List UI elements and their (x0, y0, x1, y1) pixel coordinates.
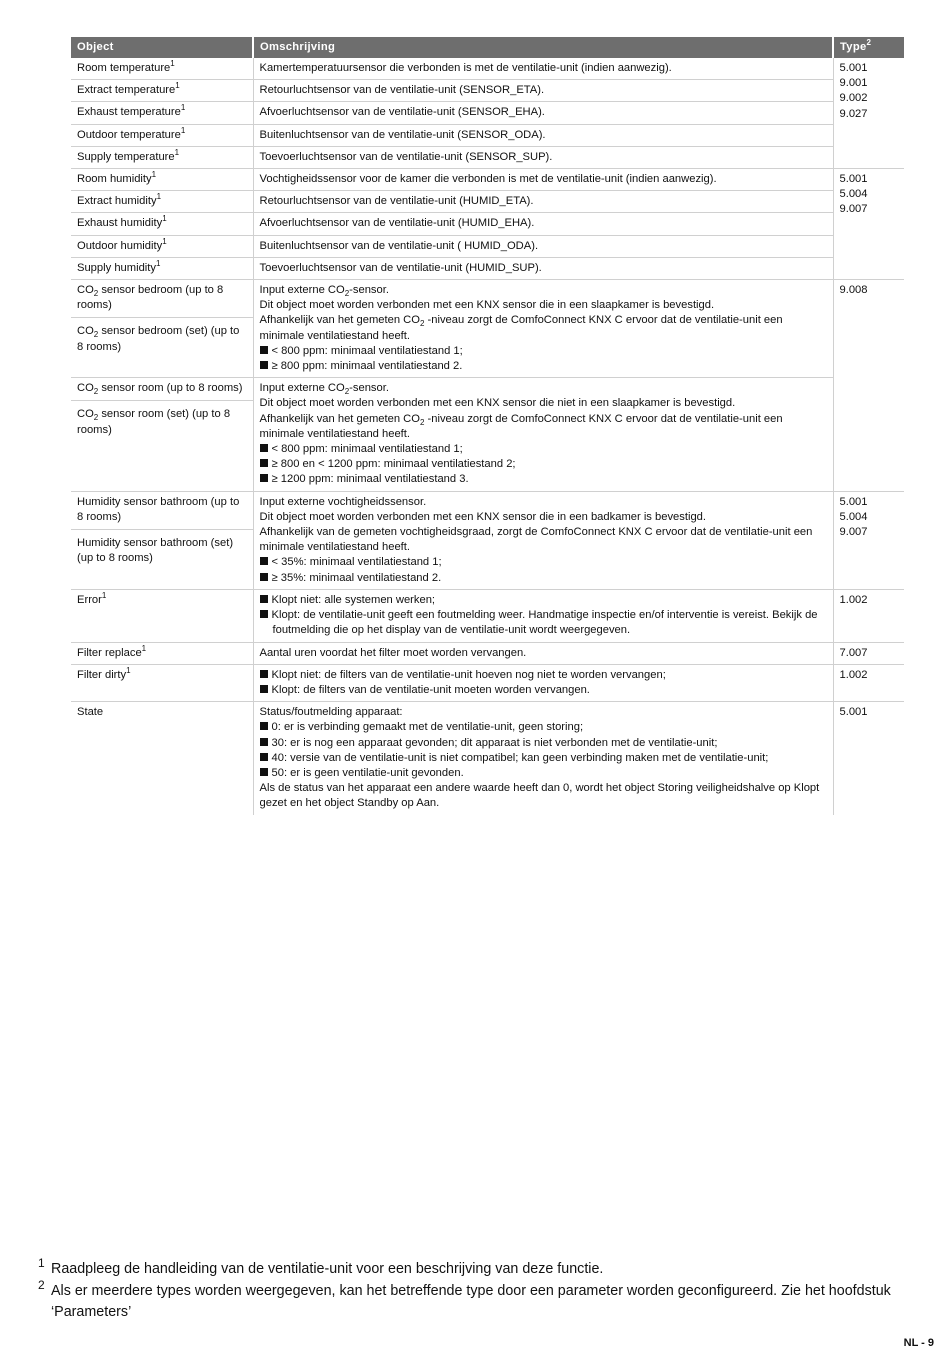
table-row (71, 280, 904, 378)
object-cell: Supply temperature$^1$ (71, 146, 253, 168)
description-cell: Afvoerluchtsensor van de ventilatie-unit (SENSOR_EHA). (253, 102, 833, 124)
table-row (71, 146, 904, 168)
description-cell: Buitenluchtsensor van de ventilatie-unit (SENSOR_ODA). (253, 124, 833, 146)
bullet-square-icon (260, 722, 268, 730)
table-row (71, 664, 904, 701)
object-cell: Filter replace$^1$ (71, 642, 253, 664)
bullet-square-icon (260, 595, 268, 603)
table-row (71, 58, 904, 80)
description-cell: Input externe $CO_2$-sensor. Dit object moet worden verbonden met een KNX sensor die niet in een slaapkamer is bevestigd. Afhankelijk van het gemeten $CO_2$ -niveau zorgt de ComfoConnect KNX C ervoor dat de ventilatie-unit een minimale ventilatiestand heeft. < 800 ppm: minimaal ventilatiestand 1; ≥ 800 en < 1200 ppm: minimaal ventilatiestand 2; ≥ 1200 ppm: minimaal ventilatiestand 3. (253, 378, 833, 491)
footnote: 1 Raadpleeg de handleiding van de ventilatie-unit voor een beschrijving van deze functie. (38, 1256, 604, 1277)
bullet-square-icon (260, 768, 268, 776)
table-row (71, 702, 904, 815)
description-cell: Status/foutmelding apparaat: 0: er is verbinding gemaakt met de ventilatie-unit, geen storing; 30: er is nog een apparaat gevonden; dit apparaat is niet verbonden met de ventilatie-unit; 40: versie van de ventilatie-unit is niet compatibel; kan geen verbinding maken met de ventilatie-unit; 50: er is geen ventilatie-unit gevonden. Als de status van het apparaat een andere waarde heeft dan 0, wordt het object Storing veiligheidshalve op Klopt gezet en het object Standby op Aan. (253, 702, 833, 815)
description-cell: Aantal uren voordat het filter moet worden vervangen. (253, 642, 833, 664)
bullet-square-icon (260, 738, 268, 746)
object-cell: Room temperature$^1$ (71, 58, 253, 80)
bullet-square-icon (260, 474, 268, 482)
description-cell: Toevoerluchtsensor van de ventilatie-unit (SENSOR_SUP). (253, 146, 833, 168)
object-cell: Filter dirty$^1$ (71, 664, 253, 701)
bullet-square-icon (260, 361, 268, 369)
footnote: 2 Als er meerdere types worden weergegeven, kan het betreffende type door een parameter worden geconfigureerd. Zie het hoofdstuk ‘Parameters’ (38, 1277, 891, 1320)
type-cell: 5.001 9.001 9.002 9.027 (833, 58, 904, 169)
object-cell (71, 491, 253, 589)
table-row (71, 124, 904, 146)
header-type: Type$^2$ (833, 37, 904, 58)
table-row (71, 213, 904, 235)
description-cell: Retourluchtsensor van de ventilatie-unit (HUMID_ETA). (253, 191, 833, 213)
description-cell: Afvoerluchtsensor van de ventilatie-unit (HUMID_EHA). (253, 213, 833, 235)
table-row (71, 80, 904, 102)
table-row (71, 491, 904, 589)
description-cell: Vochtigheidssensor voor de kamer die verbonden is met de ventilatie-unit (indien aanwezig). (253, 169, 833, 191)
bullet-square-icon (260, 573, 268, 581)
type-cell: 1.002 (833, 589, 904, 642)
object-cell: Exhaust temperature$^1$ (71, 102, 253, 124)
type-cell: 5.001 5.004 9.007 (833, 491, 904, 589)
table-row (71, 642, 904, 664)
object-cell: Exhaust humidity$^1$ (71, 213, 253, 235)
table-row (71, 102, 904, 124)
description-cell: Input externe vochtigheidssensor. Dit object moet worden verbonden met een KNX sensor die in een badkamer is bevestigd. Afhankelijk van de gemeten vochtigheidsgraad, zorgt de ComfoConnect KNX C ervoor dat de ventilatie-unit een minimale ventilatiestand heeft. < 35%: minimaal ventilatiestand 1; ≥ 35%: minimaal ventilatiestand 2. (253, 491, 833, 589)
description-cell: Toevoerluchtsensor van de ventilatie-unit (HUMID_SUP). (253, 257, 833, 279)
humidity-bathroom-object: Humidity sensor bathroom (up to 8 rooms) (77, 495, 240, 523)
bullet-square-icon (260, 557, 268, 565)
bullet-square-icon (260, 753, 268, 761)
object-cell: Extract temperature$^1$ (71, 80, 253, 102)
bullet-square-icon (260, 670, 268, 678)
footnotes (38, 1256, 918, 1324)
description-cell: Buitenluchtsensor van de ventilatie-unit ( HUMID_ODA). (253, 235, 833, 257)
bullet-square-icon (260, 444, 268, 452)
description-cell: Input externe $CO_2$-sensor. Dit object moet worden verbonden met een KNX sensor die in een slaapkamer is bevestigd. Afhankelijk van het gemeten $CO_2$ -niveau zorgt de ComfoConnect KNX C ervoor dat de ventilatie-unit een minimale ventilatiestand heeft. < 800 ppm: minimaal ventilatiestand 1; ≥ 800 ppm: minimaal ventilatiestand 2. (253, 280, 833, 378)
description-cell: Kamertemperatuursensor die verbonden is met de ventilatie-unit (indien aanwezig). (253, 58, 833, 80)
table-row (71, 235, 904, 257)
type-cell: 5.001 (839, 706, 868, 719)
object-cell (71, 280, 253, 378)
bullet-square-icon (260, 459, 268, 467)
header-description: Omschrijving (253, 37, 833, 58)
table-row (71, 378, 904, 491)
co2-room-object: $CO_2$ sensor room (up to 8 rooms) (77, 382, 243, 397)
object-cell: Extract humidity$^1$ (71, 191, 253, 213)
type-cell: 9.008 (833, 280, 904, 492)
description-cell: Retourluchtsensor van de ventilatie-unit (SENSOR_ETA). (253, 80, 833, 102)
co2-bedroom-set-object: $CO_2$ sensor bedroom (set) (up to 8 rooms) (71, 317, 253, 354)
object-cell: Outdoor temperature$^1$ (71, 124, 253, 146)
object-table (71, 37, 904, 815)
header-object: Object (71, 37, 253, 58)
co2-bedroom-object: $CO_2$ sensor bedroom (up to 8 rooms) (77, 284, 224, 312)
table-row (71, 169, 904, 191)
object-cell: Error$^1$ (71, 589, 253, 642)
description-cell: Klopt niet: alle systemen werken; Klopt: de ventilatie-unit geeft een foutmelding weer. Handmatige inspectie en/of interventie is vereist. Bekijk de foutmelding die op het display van de ventilatie-unit wordt weergegeven. (253, 589, 833, 642)
type-cell: 7.007 (833, 642, 904, 664)
object-cell: Outdoor humidity$^1$ (71, 235, 253, 257)
page-number: NL - 9 (903, 1337, 934, 1349)
type-cell: 1.002 (833, 664, 904, 701)
co2-room-set-object: $CO_2$ sensor room (set) (up to 8 rooms) (71, 400, 253, 437)
object-cell: Room humidity$^1$ (71, 169, 253, 191)
table-header-row (71, 37, 904, 58)
table-row (71, 191, 904, 213)
object-cell: State (71, 702, 253, 815)
bullet-square-icon (260, 346, 268, 354)
type-cell: 5.001 5.004 9.007 (833, 169, 904, 280)
bullet-square-icon (260, 685, 268, 693)
table-row (71, 257, 904, 279)
bullet-square-icon (260, 610, 268, 618)
humidity-bathroom-set-object: Humidity sensor bathroom (set) (up to 8 rooms) (71, 529, 253, 566)
description-cell: Klopt niet: de filters van de ventilatie-unit hoeven nog niet te worden vervangen; Klopt: de filters van de ventilatie-unit moeten worden vervangen. (253, 664, 833, 701)
object-cell: Supply humidity$^1$ (71, 257, 253, 279)
table-row (71, 589, 904, 642)
object-cell (71, 378, 253, 491)
